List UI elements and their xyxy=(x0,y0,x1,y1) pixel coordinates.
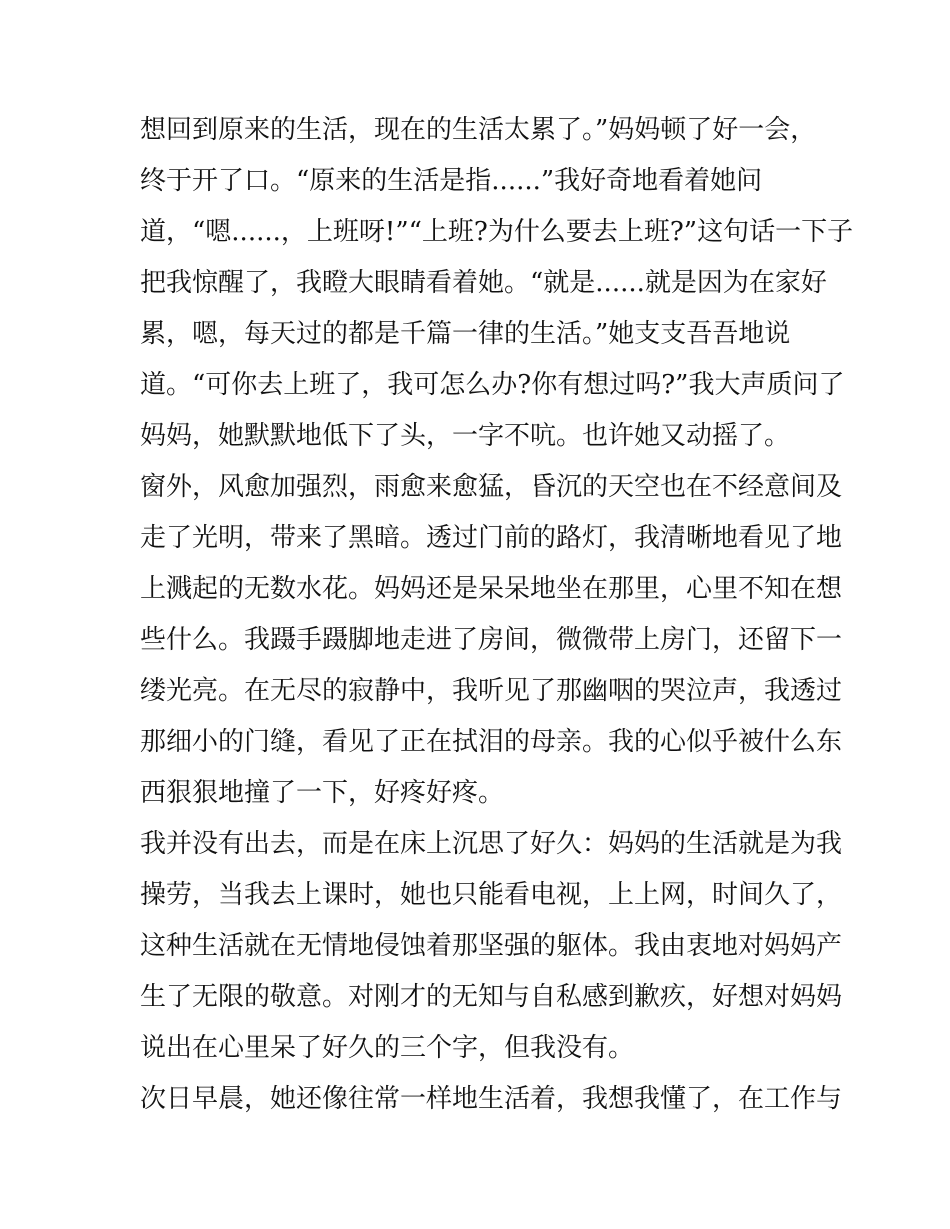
text-line: 说出在心里呆了好久的三个字，但我没有。 xyxy=(140,1033,635,1063)
text-line: 上溅起的无数水花。妈妈还是呆呆地坐在那里，心里不知在想 xyxy=(140,574,843,604)
text-line: 走了光明，带来了黑暗。透过门前的路灯，我清晰地看见了地 xyxy=(140,523,843,553)
text-line: 道。“可你去上班了，我可怎么办?你有想过吗?”我大声质问了 xyxy=(140,370,845,400)
text-line: 我并没有出去，而是在床上沉思了好久：妈妈的生活就是为我 xyxy=(140,829,843,859)
text-line: 那细小的门缝，看见了正在拭泪的母亲。我的心似乎被什么东 xyxy=(140,727,843,757)
text-line: 生了无限的敬意。对刚才的无知与自私感到歉疚，好想对妈妈 xyxy=(140,982,843,1012)
text-line: 次日早晨，她还像往常一样地生活着，我想我懂了，在工作与 xyxy=(140,1084,843,1114)
text-line: 西狠狠地撞了一下，好疼好疼。 xyxy=(140,778,505,808)
text-line: 妈妈，她默默地低下了头，一字不吭。也许她又动摇了。 xyxy=(140,421,791,451)
text-line: 想回到原来的生活，现在的生活太累了。”妈妈顿了好一会， xyxy=(140,115,817,145)
text-line: 终于开了口。“原来的生活是指......”我好奇地看着她问 xyxy=(140,166,763,196)
text-line: 缕光亮。在无尽的寂静中，我听见了那幽咽的哭泣声，我透过 xyxy=(140,676,843,706)
text-line: 窗外，风愈加强烈，雨愈来愈猛，昏沉的天空也在不经意间及 xyxy=(140,472,843,502)
text-line: 操劳，当我去上课时，她也只能看电视，上上网，时间久了， xyxy=(140,880,843,910)
text-line: 这种生活就在无情地侵蚀着那坚强的躯体。我由衷地对妈妈产 xyxy=(140,931,843,961)
text-line: 累，嗯，每天过的都是千篇一律的生活。”她支支吾吾地说 xyxy=(140,319,791,349)
text-line: 些什么。我蹑手蹑脚地走进了房间，微微带上房门，还留下一 xyxy=(140,625,843,655)
text-line: 道，“嗯......，上班呀!”“上班?为什么要去上班?”这句话一下子 xyxy=(140,217,854,247)
text-line: 把我惊醒了，我瞪大眼睛看着她。“就是......就是因为在家好 xyxy=(140,268,827,298)
